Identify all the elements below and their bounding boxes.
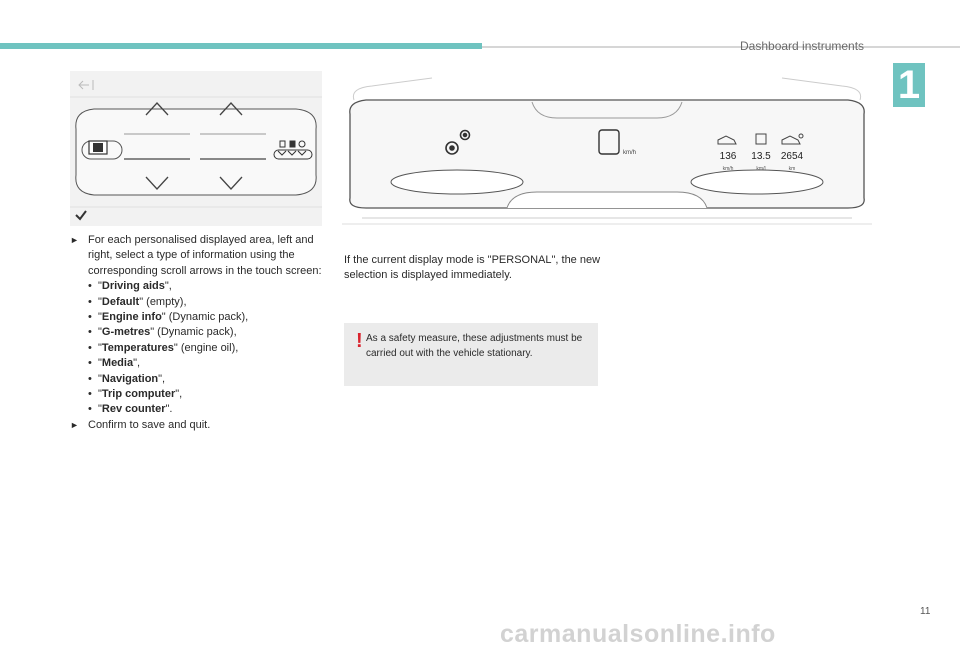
speed-unit: km/h xyxy=(623,150,637,156)
readout-unit: km xyxy=(788,166,796,172)
option-name: Default xyxy=(101,295,140,308)
instructions xyxy=(70,233,325,433)
header-rule xyxy=(482,46,960,48)
option-item: • "Rev counter". xyxy=(88,403,173,416)
readout-unit: km/l xyxy=(756,166,766,172)
option-name: G-metres xyxy=(101,326,151,339)
confirm-check-icon[interactable] xyxy=(76,211,86,219)
config-screen-svg xyxy=(70,71,322,226)
chapter-tab: 1 xyxy=(893,63,925,107)
option-item: • "Navigation", xyxy=(88,372,166,385)
step-arrow-icon: ► xyxy=(70,419,79,430)
readout-value: 2654 xyxy=(780,151,804,162)
option-item: • "Trip computer", xyxy=(88,388,183,401)
display-mode-paragraph: If the current display mode is "PERSONAL", the new selection is displayed immediately. xyxy=(344,254,601,282)
instruction-step xyxy=(70,233,325,279)
step-arrow-icon: ► xyxy=(70,235,79,245)
readout-value: 13.5 xyxy=(751,151,771,162)
option-item: • "Media", xyxy=(88,357,141,370)
option-item: • "Temperatures" (engine oil), xyxy=(88,341,239,354)
option-name: Rev counter xyxy=(101,403,166,416)
option-name: Engine info xyxy=(101,311,162,324)
option-note: (engine oil) xyxy=(180,341,236,354)
instruction-step xyxy=(70,418,325,433)
option-item: • "Driving aids", xyxy=(88,280,172,293)
option-item: • "Engine info" (Dynamic pack), xyxy=(88,311,249,324)
option-list xyxy=(70,279,325,418)
back-arrow-icon[interactable] xyxy=(79,80,93,90)
section-title: Dashboard instruments xyxy=(740,39,865,53)
option-name: Trip computer xyxy=(101,388,176,401)
option-note: (empty) xyxy=(146,295,184,308)
trip-readouts xyxy=(720,151,804,172)
step-text: For each personalised displayed area, left and right, select a type of information using the corresponding scroll arrows in the touch screen: xyxy=(88,234,322,277)
option-item: • "Default" (empty), xyxy=(88,295,187,308)
warning-icon: ! xyxy=(356,330,363,352)
warning-text: As a safety measure, these adjustments must be carried out with the vehicle stationary. xyxy=(366,333,583,359)
option-name: Media xyxy=(101,357,134,370)
watermark: carmanualsonline.info xyxy=(500,620,776,648)
config-screen-illustration xyxy=(70,71,322,226)
page-number: 11 xyxy=(920,606,931,617)
readout-value: 136 xyxy=(719,151,737,162)
option-name: Driving aids xyxy=(101,280,165,293)
cluster-svg xyxy=(342,68,872,238)
option-item: • "G-metres" (Dynamic pack), xyxy=(88,326,237,339)
option-name: Temperatures xyxy=(101,341,174,354)
readout-unit: km/h xyxy=(722,166,734,172)
step-text: Confirm to save and quit. xyxy=(88,418,211,431)
instrument-cluster-illustration xyxy=(342,68,872,238)
option-note: (Dynamic pack) xyxy=(168,311,246,324)
header-accent-bar xyxy=(0,43,482,49)
option-name: Navigation xyxy=(101,372,159,385)
option-note: (Dynamic pack) xyxy=(157,326,234,339)
